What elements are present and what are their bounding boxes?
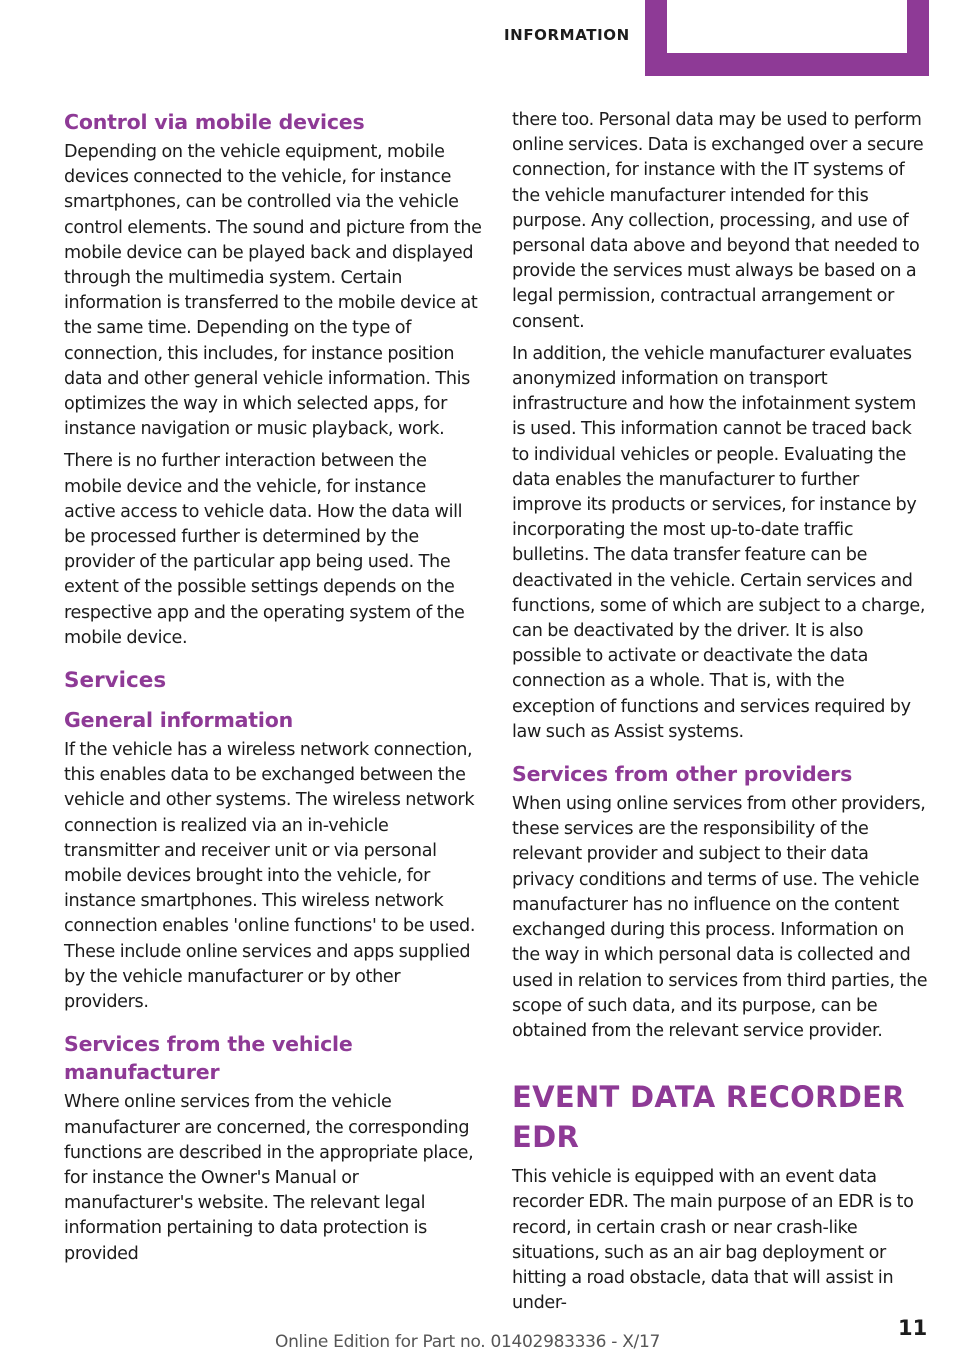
heading-services: Services bbox=[64, 668, 167, 694]
section-label: INFORMATION bbox=[504, 26, 630, 44]
heading-services-other-providers: Services from other providers bbox=[512, 762, 853, 787]
paragraph-services-other-providers: When using online services from other providers, these services are the responsibility of the relevant provider and subject to their data privacy conditions and terms of use. The vehicle manufacturer has no influence on the content exchanged during this process. Information on the way in which personal data is collected and used in relation to services from third parties, the scope of such data, and its purpose, can be obtained from the relevant service provider. bbox=[512, 794, 928, 1041]
right-column bbox=[512, 108, 930, 1323]
heading-general-information: General information bbox=[64, 708, 293, 733]
edition-footer: Online Edition for Part no. 01402983336 - X/17 bbox=[275, 1332, 661, 1352]
section-tab-inner bbox=[667, 0, 907, 53]
heading-event-data-recorder: EVENT DATA RECORDER EDR bbox=[512, 1080, 905, 1155]
heading-services-vehicle-manufacturer: Services from the vehicle manufacturer bbox=[64, 1032, 353, 1085]
paragraph-mobile-devices-1: Depending on the vehicle equipment, mobile devices connected to the vehicle, for instance smartphones, can be controlled via the vehicle control elements. The sound and picture from the mobile device can be played back and displayed through the multimedia system. Certain information is transferred to the mobile device at the same time. Depending on the type of connection, this includes, for instance position data and other general vehicle information. This optimizes the way in which selected apps, for instance navigation or music playback, work. bbox=[64, 142, 482, 440]
section-tab-marker bbox=[645, 0, 929, 76]
paragraph-anonymized-information: In addition, the vehicle manufacturer evaluates anonymized information on transport infrastructure and how the infotainment system is used. This information cannot be traced back to individual vehicles or people. Evaluating the data enables the manufacturer to further improve its products or services, for instance by incorporating the most up-to-date traffic bulletins. The data transfer feature can be deactivated in the vehicle. Certain services and functions, some of which are subject to a charge, can be deactivated by the driver. It is also possible to activate or deactivate the data connection as a whole. That is, with the exception of functions and services required by law such as Assist systems. bbox=[512, 343, 926, 742]
page-number: 11 bbox=[898, 1316, 928, 1340]
paragraph-general-information: If the vehicle has a wireless network connection, this enables data to be exchanged between the vehicle and other systems. The wireless network connection is realized via an in-vehicle transmitter and receiver unit or via personal mobile devices brought into the vehicle, for instance smartphones. This wireless network connection enables 'online functions' to be used. These include online services and apps supplied by the vehicle manufacturer or by other providers. bbox=[64, 740, 476, 1013]
paragraph-mobile-devices-2: There is no further interaction between the mobile device and the vehicle, for instance active access to vehicle data. How the data will be processed further is determined by the provider of the particular app being used. The extent of the possible settings depends on the respective app and the operating system of the mobile device. bbox=[64, 451, 465, 648]
paragraph-event-data-recorder: This vehicle is equipped with an event data recorder EDR. The main purpose of an EDR is to record, in certain crash or near crash-like situations, such as an air bag deployment or hitting a road obstacle, data that will assist in under- bbox=[512, 1167, 914, 1314]
paragraph-personal-data: there too. Personal data may be used to perform online services. Data is exchanged over a secure connection, for instance with the IT systems of the vehicle manufacturer intended for this purpose. Any collection, processing, and use of personal data above and beyond that needed to provide the services must always be based on a legal permission, contractual arrangement or consent. bbox=[512, 110, 924, 332]
paragraph-services-vehicle-manufacturer: Where online services from the vehicle manufacturer are concerned, the corresponding functions are described in the appropriate place, for instance the Owner's Manual or manufacturer's website. The relevant legal information pertaining to data protection is provided bbox=[64, 1092, 474, 1264]
left-column bbox=[64, 108, 482, 1274]
heading-control-via-mobile-devices: Control via mobile devices bbox=[64, 110, 365, 134]
